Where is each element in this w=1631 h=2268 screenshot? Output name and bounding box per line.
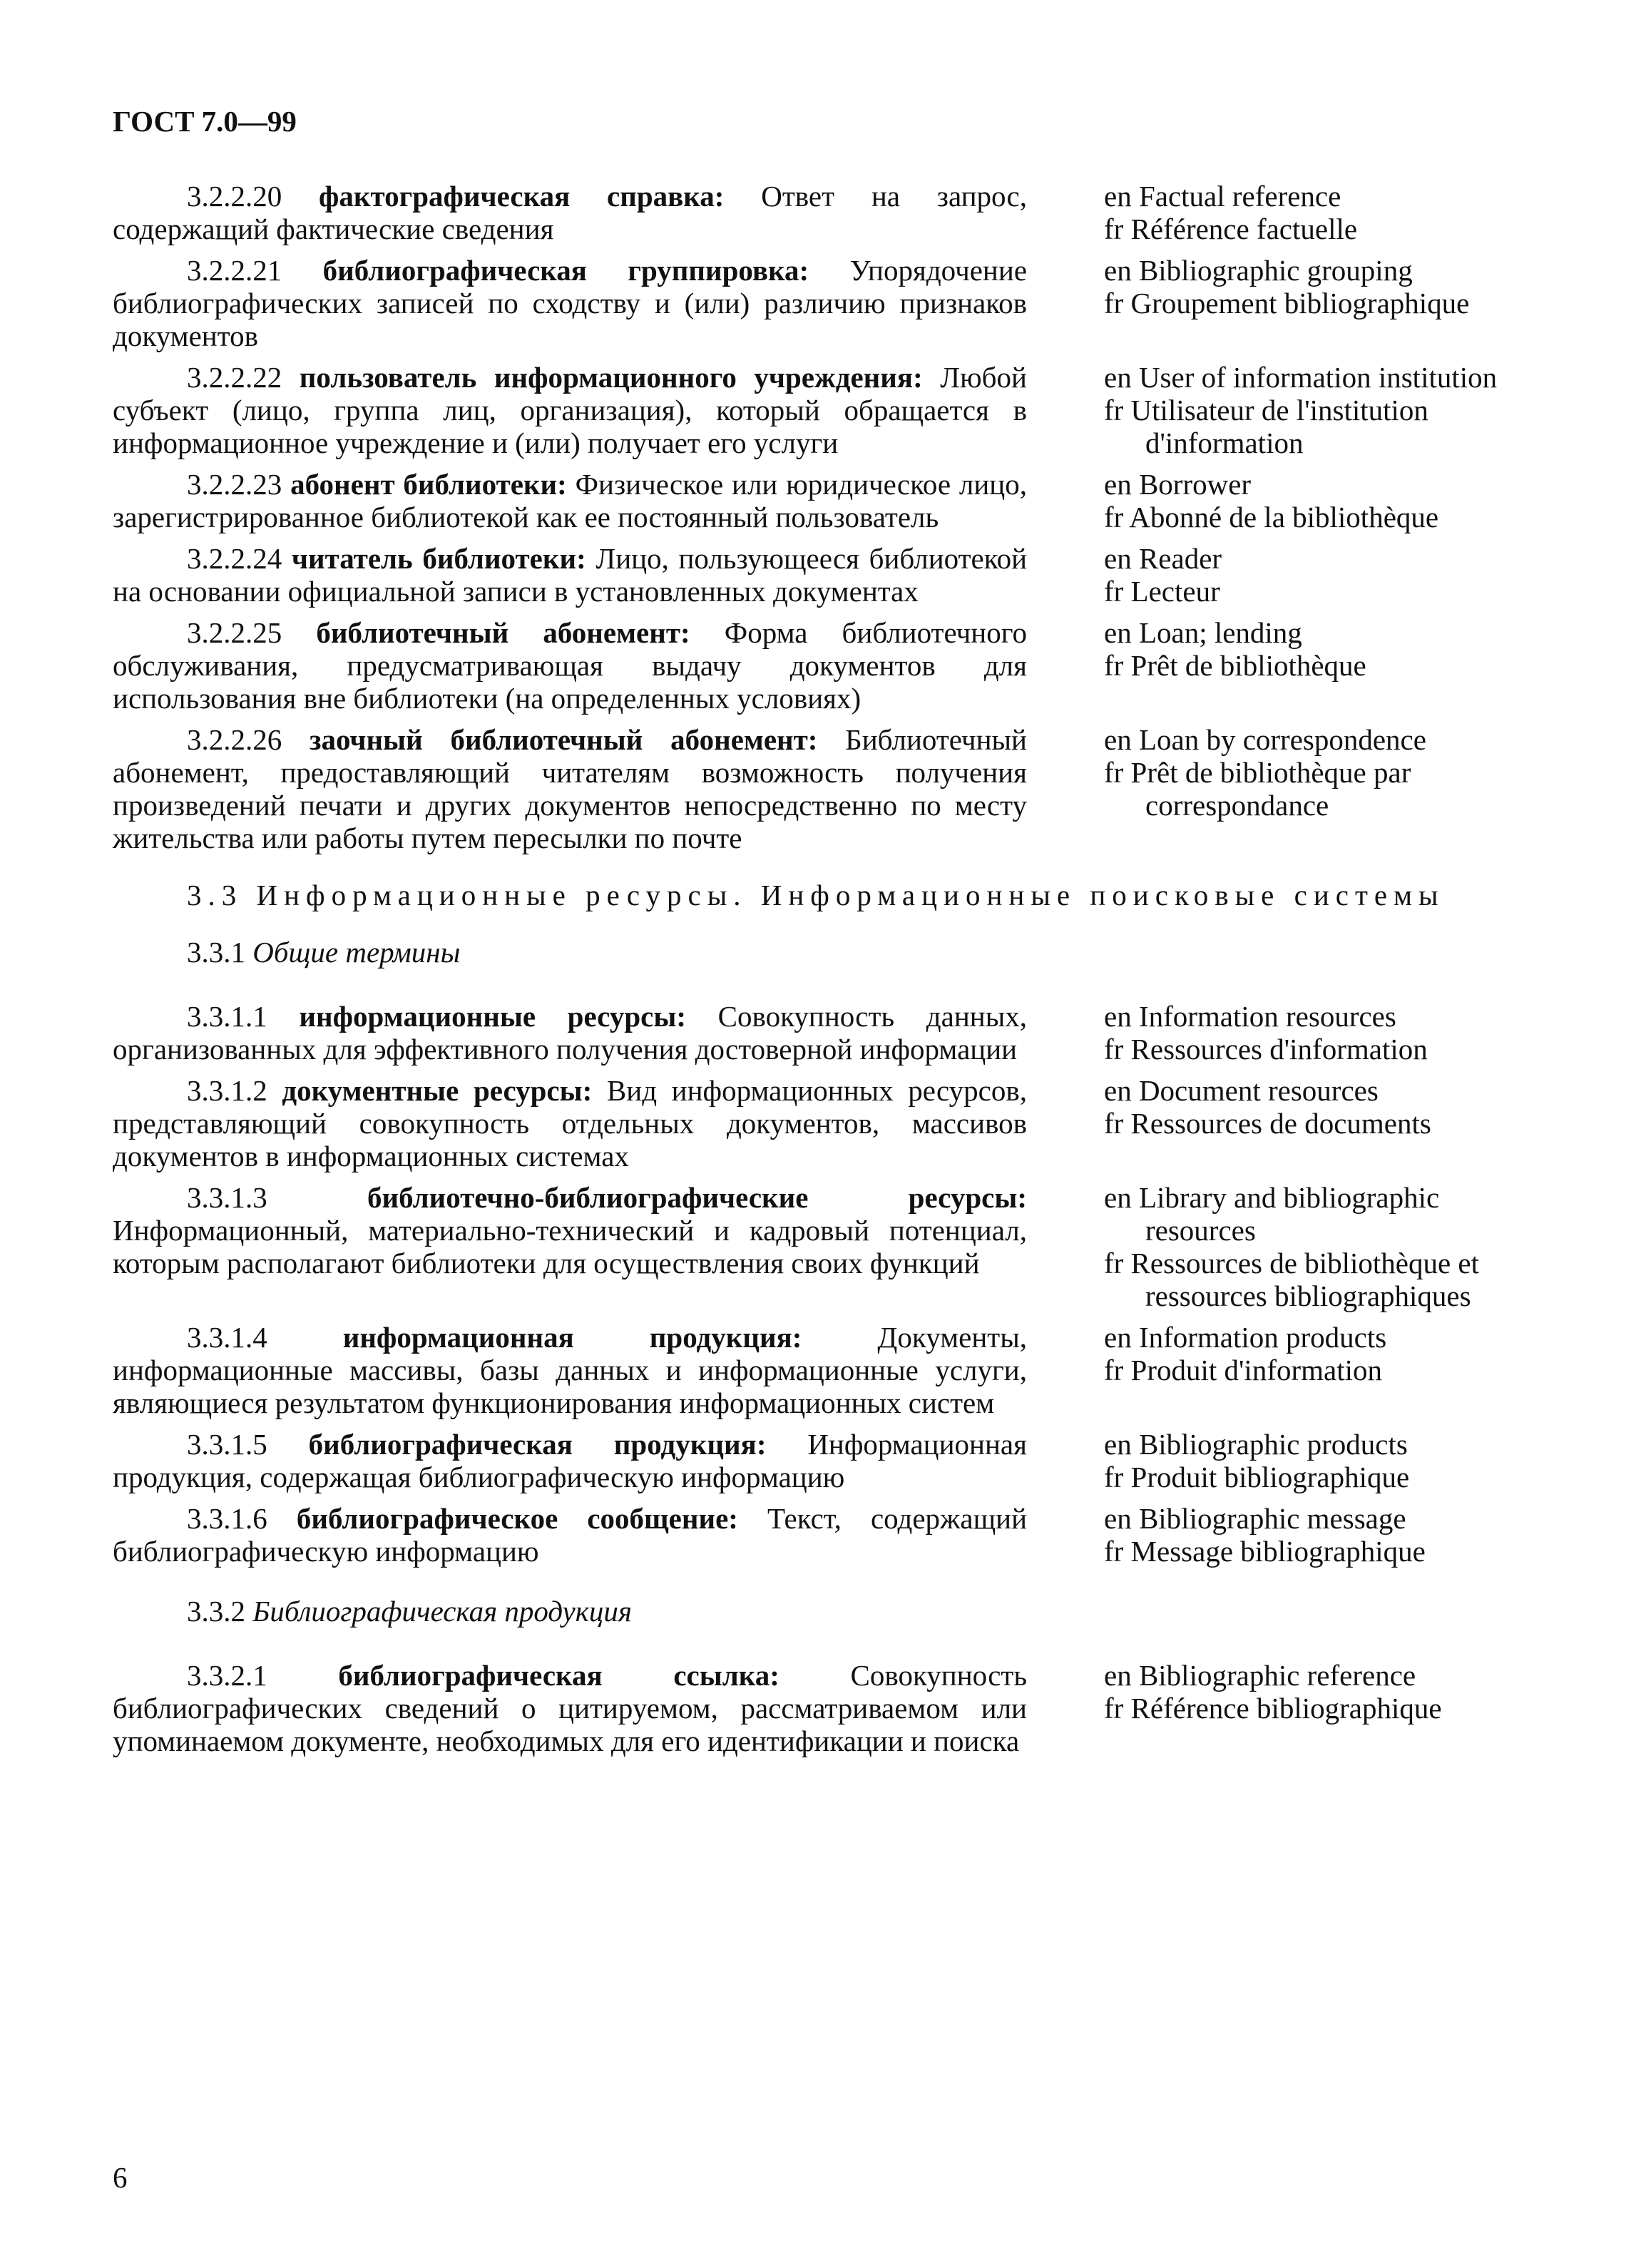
translation-line: en User of information institution bbox=[1104, 361, 1498, 394]
definition-text: Текст, содержащий библиографическую информацию bbox=[113, 1502, 1028, 1568]
definition-text: Форма библиотечного обслуживания, предусматривающая выдачу документов для использования вне библиотеки (на определенных условиях) bbox=[113, 616, 1027, 715]
term-entry bbox=[113, 542, 1536, 608]
term-translations bbox=[1104, 1181, 1536, 1312]
term-number: 3.3.2.1 bbox=[187, 1659, 267, 1692]
term-definition bbox=[113, 1181, 1027, 1279]
term-number: 3.3.1.4 bbox=[187, 1321, 267, 1354]
term-translations bbox=[1104, 616, 1536, 682]
translation-line: fr Groupement bibliographique bbox=[1104, 287, 1470, 320]
term-definition bbox=[113, 180, 1027, 245]
term-number: 3.2.2.23 bbox=[187, 468, 282, 501]
term-number: 3.2.2.22 bbox=[187, 361, 282, 394]
term-translations bbox=[1104, 1321, 1536, 1386]
term-number: 3.3.1.2 bbox=[187, 1074, 267, 1107]
term-entry bbox=[113, 1321, 1536, 1419]
definition-text: Документы, информационные массивы, базы данных и информационные услуги, являющиеся результатом функционирования информационных систем bbox=[113, 1321, 1027, 1419]
term-name: заочный библиотечный абонемент: bbox=[309, 723, 818, 756]
term-entry bbox=[113, 616, 1536, 715]
term-name: библиографическая группировка: bbox=[322, 254, 809, 287]
definition-text: Ответ на запрос, содержащий фактические сведения bbox=[113, 180, 1028, 245]
translation-line: en Information products bbox=[1104, 1321, 1387, 1354]
term-name: информационные ресурсы: bbox=[299, 1000, 686, 1033]
definition-text: Информационный, материально-технический и кадровый потенциал, которым располагают библиотеки для осуществления своих функций bbox=[113, 1214, 1027, 1279]
definition-text: Лицо, пользующееся библиотекой на основании официальной записи в установленных документах bbox=[113, 542, 1028, 608]
term-number: 3.3.1.6 bbox=[187, 1502, 267, 1535]
term-definition bbox=[113, 542, 1027, 608]
term-translations bbox=[1104, 1659, 1536, 1725]
term-translations bbox=[1104, 542, 1536, 608]
translation-line: en Bibliographic message bbox=[1104, 1502, 1406, 1535]
term-definition bbox=[113, 616, 1027, 715]
definition-text: Библиотечный абонемент, предоставляющий читателям возможность получения произведений печати и других документов непосредственно по месту жительства или работы путем пересылки по почте bbox=[113, 723, 1028, 854]
term-name: информационная продукция: bbox=[342, 1321, 802, 1354]
definition-text: Физическое или юридическое лицо, зарегистрированное библиотекой как ее постоянный пользователь bbox=[113, 468, 1028, 533]
subsection-heading bbox=[113, 1595, 1536, 1628]
translation-line: fr Ressources de documents bbox=[1104, 1107, 1431, 1140]
term-translations bbox=[1104, 1000, 1536, 1066]
term-entry bbox=[113, 361, 1536, 459]
term-translations bbox=[1104, 723, 1536, 822]
term-translations bbox=[1104, 1074, 1536, 1140]
term-name: библиографическое сообщение: bbox=[296, 1502, 738, 1535]
term-entry bbox=[113, 1428, 1536, 1493]
translation-line: en Borrower bbox=[1104, 468, 1252, 501]
term-number: 3.3.1.5 bbox=[187, 1428, 267, 1461]
translation-line: fr Produit d'information bbox=[1104, 1354, 1383, 1386]
term-definition bbox=[113, 1428, 1027, 1493]
term-definition bbox=[113, 468, 1027, 533]
term-name: читатель библиотеки: bbox=[291, 542, 586, 575]
term-name: фактографическая справка: bbox=[319, 180, 725, 213]
subsection-title: Общие термины bbox=[252, 936, 461, 969]
translation-line: en Library and bibliographic resources bbox=[1104, 1181, 1440, 1247]
translation-line: fr Référence bibliographique bbox=[1104, 1692, 1442, 1725]
term-name: библиотечный абонемент: bbox=[316, 616, 690, 649]
definition-text: Совокупность библиографических сведений о цитируемом, рассматриваемом или упоминаемом документе, необходимых для его идентификации и поиска bbox=[113, 1659, 1028, 1757]
term-translations bbox=[1104, 254, 1536, 320]
term-name: пользователь информационного учреждения: bbox=[299, 361, 923, 394]
term-entry bbox=[113, 180, 1536, 245]
term-translations bbox=[1104, 361, 1536, 459]
translation-line: fr Message bibliographique bbox=[1104, 1535, 1426, 1568]
subsection-title: Библиографическая продукция bbox=[252, 1595, 632, 1628]
translation-line: en Document resources bbox=[1104, 1074, 1379, 1107]
term-name: библиографическая ссылка: bbox=[338, 1659, 779, 1692]
term-entry bbox=[113, 468, 1536, 533]
term-name: документные ресурсы: bbox=[282, 1074, 593, 1107]
definition-text: Информационная продукция, содержащая библиографическую информацию bbox=[113, 1428, 1027, 1493]
translation-line: en Bibliographic grouping bbox=[1104, 254, 1413, 287]
translation-line: fr Lecteur bbox=[1104, 575, 1220, 608]
term-number: 3.2.2.21 bbox=[187, 254, 282, 287]
translation-line: en Factual reference bbox=[1104, 180, 1341, 213]
term-definition bbox=[113, 723, 1027, 854]
translation-line: fr Référence factuelle bbox=[1104, 213, 1358, 245]
term-number: 3.2.2.24 bbox=[187, 542, 282, 575]
translation-line: fr Produit bibliographique bbox=[1104, 1461, 1410, 1493]
definition-text: Любой субъект (лицо, группа лиц, организация), который обращается в информационное учреждение и (или) получает его услуги bbox=[113, 361, 1027, 459]
terms-content bbox=[113, 180, 1536, 1757]
term-entry bbox=[113, 723, 1536, 854]
translation-line: fr Abonné de la bibliothèque bbox=[1104, 501, 1439, 533]
term-definition bbox=[113, 1000, 1027, 1066]
term-entry bbox=[113, 1659, 1536, 1757]
subsection-heading bbox=[113, 936, 1536, 969]
term-translations bbox=[1104, 1502, 1536, 1568]
term-number: 3.3.1.1 bbox=[187, 1000, 267, 1033]
term-name: библиографическая продукция: bbox=[308, 1428, 767, 1461]
translation-line: en Reader bbox=[1104, 542, 1222, 575]
term-number: 3.2.2.25 bbox=[187, 616, 282, 649]
term-definition bbox=[113, 1321, 1027, 1419]
term-entry bbox=[113, 1502, 1536, 1568]
term-definition bbox=[113, 1659, 1027, 1757]
translation-line: en Bibliographic products bbox=[1104, 1428, 1408, 1461]
subsection-number: 3.3.1 bbox=[187, 936, 245, 969]
term-number: 3.3.1.3 bbox=[187, 1181, 267, 1214]
term-definition bbox=[113, 361, 1027, 459]
translation-line: en Loan; lending bbox=[1104, 616, 1302, 649]
page-header: ГОСТ 7.0—99 bbox=[113, 105, 297, 138]
translation-line: fr Prêt de bibliothèque bbox=[1104, 649, 1366, 682]
term-name: библиотечно-библиографические ресурсы: bbox=[367, 1181, 1028, 1214]
section-heading: 3.3 Информационные ресурсы. Информационные поисковые системы bbox=[187, 879, 1445, 911]
term-entry bbox=[113, 254, 1536, 352]
term-number: 3.2.2.26 bbox=[187, 723, 282, 756]
translation-line: en Loan by correspondence bbox=[1104, 723, 1426, 756]
translation-line: en Information resources bbox=[1104, 1000, 1396, 1033]
term-definition bbox=[113, 254, 1027, 352]
definition-text: Вид информационных ресурсов, представляющий совокупность отдельных документов, массивов документов в информационных системах bbox=[113, 1074, 1027, 1173]
term-translations bbox=[1104, 180, 1536, 245]
term-name: абонент библиотеки: bbox=[290, 468, 567, 501]
term-entry bbox=[113, 1181, 1536, 1312]
page-number: 6 bbox=[113, 2161, 128, 2194]
term-number: 3.2.2.20 bbox=[187, 180, 282, 213]
translation-line: fr Ressources de bibliothèque et ressources bibliographiques bbox=[1104, 1247, 1480, 1312]
term-definition bbox=[113, 1502, 1027, 1568]
translation-line: en Bibliographic reference bbox=[1104, 1659, 1416, 1692]
term-entry bbox=[113, 1074, 1536, 1173]
translation-line: fr Prêt de bibliothèque par correspondance bbox=[1104, 756, 1411, 822]
term-entry bbox=[113, 1000, 1536, 1066]
translation-line: fr Ressources d'information bbox=[1104, 1033, 1428, 1066]
term-translations bbox=[1104, 468, 1536, 533]
term-translations bbox=[1104, 1428, 1536, 1493]
term-definition bbox=[113, 1074, 1027, 1173]
definition-text: Совокупность данных, организованных для эффективного получения достоверной информации bbox=[113, 1000, 1027, 1066]
definition-text: Упорядочение библиографических записей по сходству и (или) различию признаков документов bbox=[113, 254, 1028, 352]
translation-line: fr Utilisateur de l'institution d'information bbox=[1104, 394, 1428, 459]
subsection-number: 3.3.2 bbox=[187, 1595, 245, 1628]
